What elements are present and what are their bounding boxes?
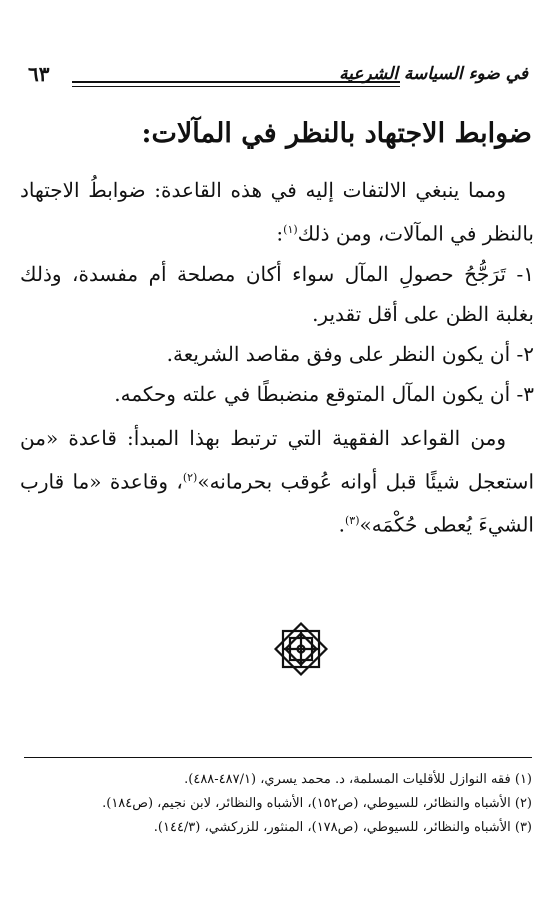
footnote-item: (٣) الأشباه والنظائر، للسيوطي، (ص١٧٨)، المنثور، للزركشي، (١٤٤/٣). — [153, 820, 532, 835]
list-item: ٢- أن يكون النظر على وفق مقاصد الشريعة. — [166, 341, 534, 366]
footnotes — [24, 768, 532, 840]
intro-tail: : — [276, 221, 284, 246]
running-header — [28, 60, 528, 94]
closing-paragraph — [20, 418, 534, 545]
list-item: ٣- أن يكون المآل المتوقع منضبطًا في علته وحكمه. — [114, 381, 534, 406]
section-heading: ضوابط الاجتهاد بالنظر في المآلات: — [141, 118, 532, 149]
footnote-ref-3: (٣) — [344, 514, 360, 528]
closing-text-2: ، وقاعدة «ما قارب الشيءَ يُعطى حُكْمَه» — [20, 469, 534, 537]
page-number: ٦٣ — [28, 62, 50, 86]
body-text — [20, 170, 534, 545]
closing-text-1: ومن القواعد الفقهية التي ترتبط بهذا المبدأ: قاعدة «من استعجل شيئًا قبل أوانه عُوقب بحرمانه» — [20, 425, 534, 494]
footnote-ref-2: (٢) — [182, 470, 198, 484]
closing-text-3: . — [338, 512, 345, 537]
footnote-item: (٢) الأشباه والنظائر، للسيوطي، (ص١٥٢)، الأشباه والنظائر، لابن نجيم، (ص١٨٤). — [102, 796, 532, 811]
header-rule-thick — [72, 81, 400, 83]
list-item: ١- تَرَجُّحُ حصولِ المآل سواء أكان مصلحة أم مفسدة، وذلك بغلبة الظن على أقل تقدير. — [20, 261, 534, 326]
eight-point-star-knot-icon — [271, 618, 331, 680]
footnote-ref-1: (١) — [283, 223, 298, 236]
intro-paragraph — [20, 170, 534, 254]
running-title: في ضوء السياسة الشرعية — [339, 64, 528, 84]
footnote-separator — [24, 757, 532, 758]
intro-text: ومما ينبغي الالتفات إليه في هذه القاعدة: ضوابطُ الاجتهاد بالنظر في المآلات، ومن ذلك — [20, 178, 534, 246]
header-rule-thin — [72, 86, 400, 87]
footnote-item: (١) فقه النوازل للأقليات المسلمة، د. محمد يسري، (٤٨٧/١-٤٨٨). — [184, 772, 532, 787]
